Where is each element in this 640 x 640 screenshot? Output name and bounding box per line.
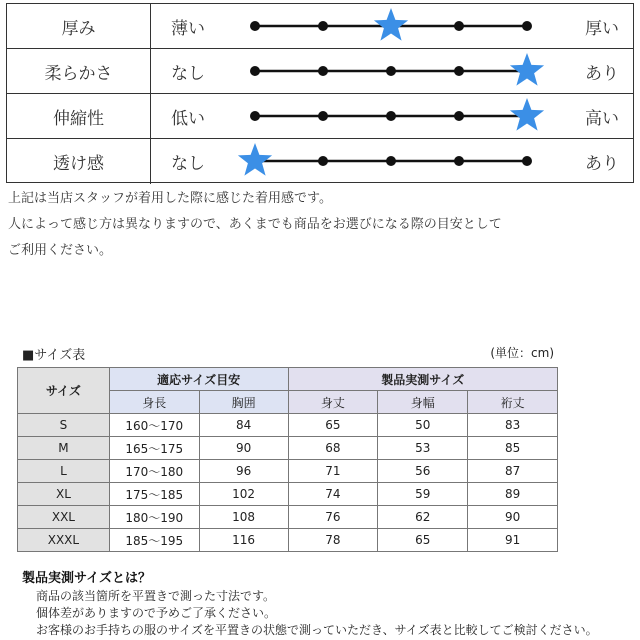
- feel-label: 透け感: [7, 139, 151, 184]
- rating-star-icon: [510, 98, 544, 131]
- rating-star-icon: [374, 8, 408, 41]
- table-cell: 165〜175: [109, 437, 199, 460]
- table-cell: 102: [199, 483, 288, 506]
- table-cell: 56: [378, 460, 468, 483]
- feel-label: 厚み: [7, 4, 151, 48]
- table-cell: 85: [468, 437, 558, 460]
- column-header-length: 身丈: [288, 391, 378, 414]
- column-header-chest: 胸囲: [199, 391, 288, 414]
- scale-dot: [522, 21, 532, 31]
- size-cell: XXXL: [18, 529, 110, 552]
- table-cell: 71: [288, 460, 378, 483]
- product-group-header: 製品実測サイズ: [288, 368, 557, 391]
- column-header-height: 身長: [109, 391, 199, 414]
- scale-dot: [454, 66, 464, 76]
- scale-dot: [250, 111, 260, 121]
- table-cell: 108: [199, 506, 288, 529]
- size-cell: XXL: [18, 506, 110, 529]
- table-cell: 50: [378, 414, 468, 437]
- column-header-width: 身幅: [378, 391, 468, 414]
- feel-high-label: あり: [585, 154, 619, 174]
- scale-dot: [250, 66, 260, 76]
- table-cell: 90: [199, 437, 288, 460]
- feel-row-thickness: [7, 4, 633, 49]
- note-line: ご利用ください。: [8, 243, 113, 258]
- size-cell: XL: [18, 483, 110, 506]
- size-cell: M: [18, 437, 110, 460]
- explanation-title: 製品実測サイズとは？: [22, 571, 151, 586]
- explanation-line: お客様のお手持ちの服のサイズを平置きの状態で測っていただき、サイズ表と比較してご検討ください。: [36, 623, 598, 637]
- feel-high-label: 厚い: [585, 18, 619, 39]
- table-cell: 170〜180: [109, 460, 199, 483]
- explanation-line: 商品の該当箇所を平置きで測った寸法です。: [36, 589, 276, 603]
- fit-group-header: 適応サイズ目安: [109, 368, 288, 391]
- note-line: 上記は当店スタッフが着用した際に感じた着用感です。: [8, 191, 332, 206]
- size-column-header: サイズ: [18, 368, 110, 414]
- feel-note: [8, 186, 608, 264]
- scale-dot: [318, 66, 328, 76]
- table-cell: 83: [468, 414, 558, 437]
- scale-dot: [318, 21, 328, 31]
- table-cell: 65: [378, 529, 468, 552]
- size-table-unit: (単位：cm): [490, 346, 554, 360]
- table-row: [18, 483, 558, 506]
- scale-dot: [386, 111, 396, 121]
- feel-low-label: なし: [171, 63, 205, 84]
- feel-table: [6, 3, 634, 183]
- table-row: [18, 529, 558, 552]
- table-cell: 116: [199, 529, 288, 552]
- scale-dot: [386, 66, 396, 76]
- column-header-sleeve: 裄丈: [468, 391, 558, 414]
- feel-row-sheerness: [7, 139, 633, 184]
- table-cell: 59: [378, 483, 468, 506]
- table-cell: 90: [468, 506, 558, 529]
- table-cell: 160〜170: [109, 414, 199, 437]
- feel-high-label: あり: [585, 63, 619, 84]
- table-cell: 74: [288, 483, 378, 506]
- size-table: [17, 367, 558, 552]
- scale-dot: [454, 21, 464, 31]
- table-cell: 91: [468, 529, 558, 552]
- feel-low-label: 薄い: [171, 18, 205, 39]
- feel-label: 伸縮性: [7, 94, 151, 138]
- scale-dot: [454, 111, 464, 121]
- size-table-heading: ■サイズ表: [22, 348, 86, 363]
- feel-high-label: 高い: [585, 108, 619, 129]
- explanation-text: [36, 588, 598, 639]
- table-cell: 53: [378, 437, 468, 460]
- size-cell: L: [18, 460, 110, 483]
- scale-dot: [522, 156, 532, 166]
- table-cell: 89: [468, 483, 558, 506]
- table-cell: 185〜195: [109, 529, 199, 552]
- table-cell: 96: [199, 460, 288, 483]
- table-cell: 68: [288, 437, 378, 460]
- table-cell: 175〜185: [109, 483, 199, 506]
- feel-scale: [7, 139, 635, 184]
- table-cell: 180〜190: [109, 506, 199, 529]
- scale-dot: [250, 21, 260, 31]
- feel-low-label: なし: [171, 154, 205, 174]
- rating-star-icon: [510, 53, 544, 86]
- table-row: [18, 460, 558, 483]
- feel-low-label: 低い: [171, 108, 205, 129]
- table-row: [18, 437, 558, 460]
- rating-star-icon: [238, 143, 272, 176]
- scale-dot: [386, 156, 396, 166]
- table-row: [18, 414, 558, 437]
- scale-dot: [318, 111, 328, 121]
- table-cell: 62: [378, 506, 468, 529]
- size-cell: S: [18, 414, 110, 437]
- feel-scale: [7, 4, 635, 49]
- feel-row-softness: [7, 49, 633, 94]
- table-cell: 76: [288, 506, 378, 529]
- feel-row-stretch: [7, 94, 633, 139]
- table-cell: 87: [468, 460, 558, 483]
- note-line: 人によって感じ方は異なりますので、あくまでも商品をお選びになる際の目安として: [8, 217, 502, 232]
- scale-dot: [454, 156, 464, 166]
- scale-dot: [318, 156, 328, 166]
- table-row: [18, 506, 558, 529]
- explanation-line: 個体差がありますので予めご了承ください。: [36, 606, 277, 620]
- feel-label: 柔らかさ: [7, 49, 151, 93]
- table-cell: 65: [288, 414, 378, 437]
- feel-scale: [7, 94, 635, 139]
- feel-scale: [7, 49, 635, 94]
- table-cell: 84: [199, 414, 288, 437]
- table-cell: 78: [288, 529, 378, 552]
